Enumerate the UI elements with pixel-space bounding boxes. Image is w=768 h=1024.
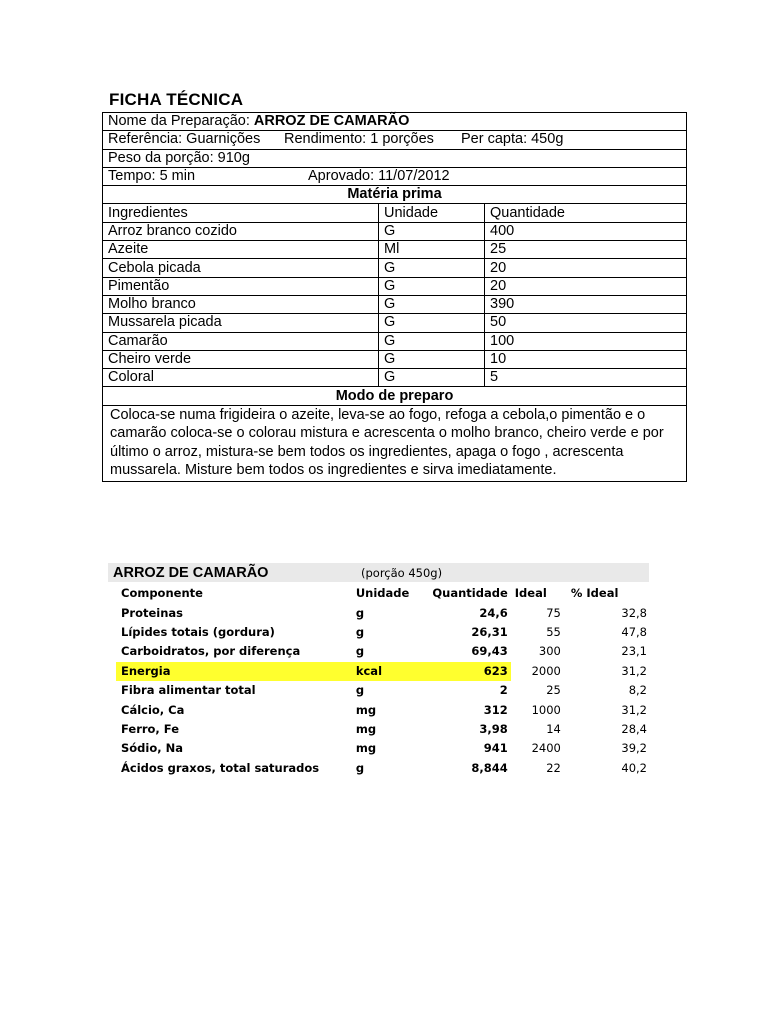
nutrition-header-row <box>116 584 650 603</box>
ingredient-row <box>103 314 687 332</box>
ingredient-qty: 10 <box>485 350 687 368</box>
nutrient-percent: 31,2 <box>621 663 647 678</box>
nutrition-row <box>116 700 650 719</box>
nutrient-percent: 47,8 <box>621 624 647 639</box>
nutrient-qty: 2 <box>499 683 508 698</box>
per-capta: Per capta: 450g <box>461 131 564 148</box>
ingredient-row <box>103 350 687 368</box>
nutrient-ideal: 2400 <box>531 741 561 756</box>
col-componente: Componente <box>121 586 203 601</box>
nutrient-percent: 40,2 <box>621 760 647 775</box>
nutrition-row <box>116 759 650 778</box>
referencia-cell <box>103 131 687 149</box>
nutrient-unit: kcal <box>356 662 426 681</box>
nutrition-row <box>116 642 650 661</box>
ingredient-qty: 100 <box>485 332 687 350</box>
ingredient-unit: G <box>379 314 485 332</box>
ingredient-qty: 50 <box>485 314 687 332</box>
modo-preparo-heading: Modo de preparo <box>103 387 687 405</box>
nutrient-ideal: 22 <box>546 760 561 775</box>
nutrition-row <box>116 739 650 758</box>
nutrient-qty: 26,31 <box>471 624 508 639</box>
nutrient-unit: g <box>355 605 365 620</box>
preparo-text: Coloca-se numa frigideira o azeite, leva-se ao fogo, refoga a cebola,o pimentão e o camarão coloca-se o colorau mistura e acrescenta o molho branco, cheiro verde e por último o arroz, mistura-se bem todos os ingredientes, apaga o fogo , acrescenta mussarela. Misture bem todos os ingredientes e sirva imediatamente. <box>103 405 687 481</box>
aprovado: Aprovado: 11/07/2012 <box>308 168 450 185</box>
nutrient-name: Ferro, Fe <box>121 721 179 736</box>
nutrient-unit: g <box>355 624 365 639</box>
nutrient-qty: 312 <box>483 702 508 717</box>
ingredient-row <box>103 277 687 295</box>
ingredient-unit: G <box>379 259 485 277</box>
nutrient-name: Cálcio, Ca <box>121 702 185 717</box>
nutrient-qty: 69,43 <box>471 644 508 659</box>
nutrient-name: Proteinas <box>121 605 184 620</box>
ingredient-name: Pimentão <box>103 277 379 295</box>
nutrient-unit: mg <box>355 741 377 756</box>
nome-label: Nome da Preparação: <box>108 113 254 130</box>
nutrient-percent: 31,2 <box>621 702 647 717</box>
tempo: Tempo: 5 min <box>108 168 196 185</box>
nutrition-row-highlighted <box>116 662 650 681</box>
peso-cell <box>103 149 687 167</box>
nutrient-unit: g <box>355 760 365 775</box>
ingredient-name: Cheiro verde <box>103 350 379 368</box>
nutrition-title: ARROZ DE CAMARÃO <box>113 565 269 581</box>
nutrition-portion: (porção 450g) <box>361 566 443 580</box>
nutrient-percent: 28,4 <box>621 721 647 736</box>
nutrition-row <box>116 681 650 700</box>
ingredient-row <box>103 222 687 240</box>
ingredient-qty: 20 <box>485 259 687 277</box>
ingredient-unit: G <box>379 369 485 387</box>
nutrient-name: Lípides totais (gordura) <box>121 624 275 639</box>
nutrient-unit: mg <box>355 702 377 717</box>
nome-value: ARROZ DE CAMARÃO <box>253 113 410 130</box>
peso: Peso da porção: 910g <box>108 149 250 166</box>
ingredient-row <box>103 259 687 277</box>
ingredient-qty: 20 <box>485 277 687 295</box>
nutrient-ideal: 1000 <box>531 702 561 717</box>
nutrition-table <box>116 584 650 778</box>
header-quantidade: Quantidade <box>485 204 687 222</box>
nutrition-row <box>116 720 650 739</box>
col-quantidade: Quantidade <box>432 586 508 601</box>
ingredient-unit: Ml <box>379 241 485 259</box>
nutrient-ideal: 2000 <box>531 663 561 678</box>
nutrient-percent: 32,8 <box>621 605 647 620</box>
ingredient-row <box>103 241 687 259</box>
nutrition-row <box>116 603 650 622</box>
ingredient-name: Mussarela picada <box>103 314 379 332</box>
ingredient-unit: G <box>379 350 485 368</box>
ingredient-unit: G <box>379 332 485 350</box>
ingredient-row <box>103 295 687 313</box>
nutrient-name: Carboidratos, por diferença <box>121 644 301 659</box>
nutrient-percent: 39,2 <box>621 741 647 756</box>
nutrient-unit: mg <box>355 721 377 736</box>
ingredient-name: Coloral <box>103 369 379 387</box>
nutrient-qty: 24,6 <box>479 605 508 620</box>
col-unidade: Unidade <box>355 586 410 601</box>
nutrient-percent: 8,2 <box>628 683 647 698</box>
ingredient-name: Cebola picada <box>103 259 379 277</box>
nome-preparacao-cell <box>103 113 687 131</box>
nutrient-name: Ácidos graxos, total saturados <box>121 760 320 775</box>
ingredient-name: Camarão <box>103 332 379 350</box>
materia-prima-heading: Matéria prima <box>103 186 687 204</box>
referencia: Referência: Guarnições <box>108 131 261 148</box>
nutrition-row <box>116 623 650 642</box>
nutrient-percent: 23,1 <box>621 644 647 659</box>
ingredient-unit: G <box>379 222 485 240</box>
nutrient-qty: 8,844 <box>471 760 508 775</box>
ingredient-qty: 390 <box>485 295 687 313</box>
nutrient-name: Sódio, Na <box>121 741 184 756</box>
nutrient-qty: 3,98 <box>479 721 508 736</box>
ingredient-unit: G <box>379 295 485 313</box>
ingredient-row <box>103 369 687 387</box>
nutrient-ideal: 25 <box>546 683 561 698</box>
nutrient-ideal: 14 <box>546 721 561 736</box>
ingredient-name: Arroz branco cozido <box>103 222 379 240</box>
ingredient-qty: 400 <box>485 222 687 240</box>
ingredient-qty: 25 <box>485 241 687 259</box>
ingredient-row <box>103 332 687 350</box>
ficha-tecnica-table <box>102 112 687 482</box>
header-ingredientes: Ingredientes <box>103 204 379 222</box>
nutrient-ideal: 300 <box>538 644 561 659</box>
ingredient-qty: 5 <box>485 369 687 387</box>
ingredient-name: Molho branco <box>103 295 379 313</box>
nutrient-name: Energia <box>116 662 356 681</box>
nutrient-qty: 941 <box>483 741 508 756</box>
tempo-cell <box>103 167 687 185</box>
rendimento: Rendimento: 1 porções <box>284 131 434 148</box>
col-percent-ideal: % Ideal <box>570 586 619 601</box>
page-title: FICHA TÉCNICA <box>109 90 244 109</box>
header-unidade: Unidade <box>379 204 485 222</box>
col-ideal: Ideal <box>514 586 547 601</box>
nutrient-ideal: 75 <box>546 605 561 620</box>
nutrient-name: Fibra alimentar total <box>121 683 256 698</box>
nutrient-unit: g <box>355 683 365 698</box>
ingredient-name: Azeite <box>103 241 379 259</box>
ingredient-unit: G <box>379 277 485 295</box>
nutrient-ideal: 55 <box>546 624 561 639</box>
nutrient-unit: g <box>355 644 365 659</box>
nutrient-qty: 623 <box>425 662 510 681</box>
